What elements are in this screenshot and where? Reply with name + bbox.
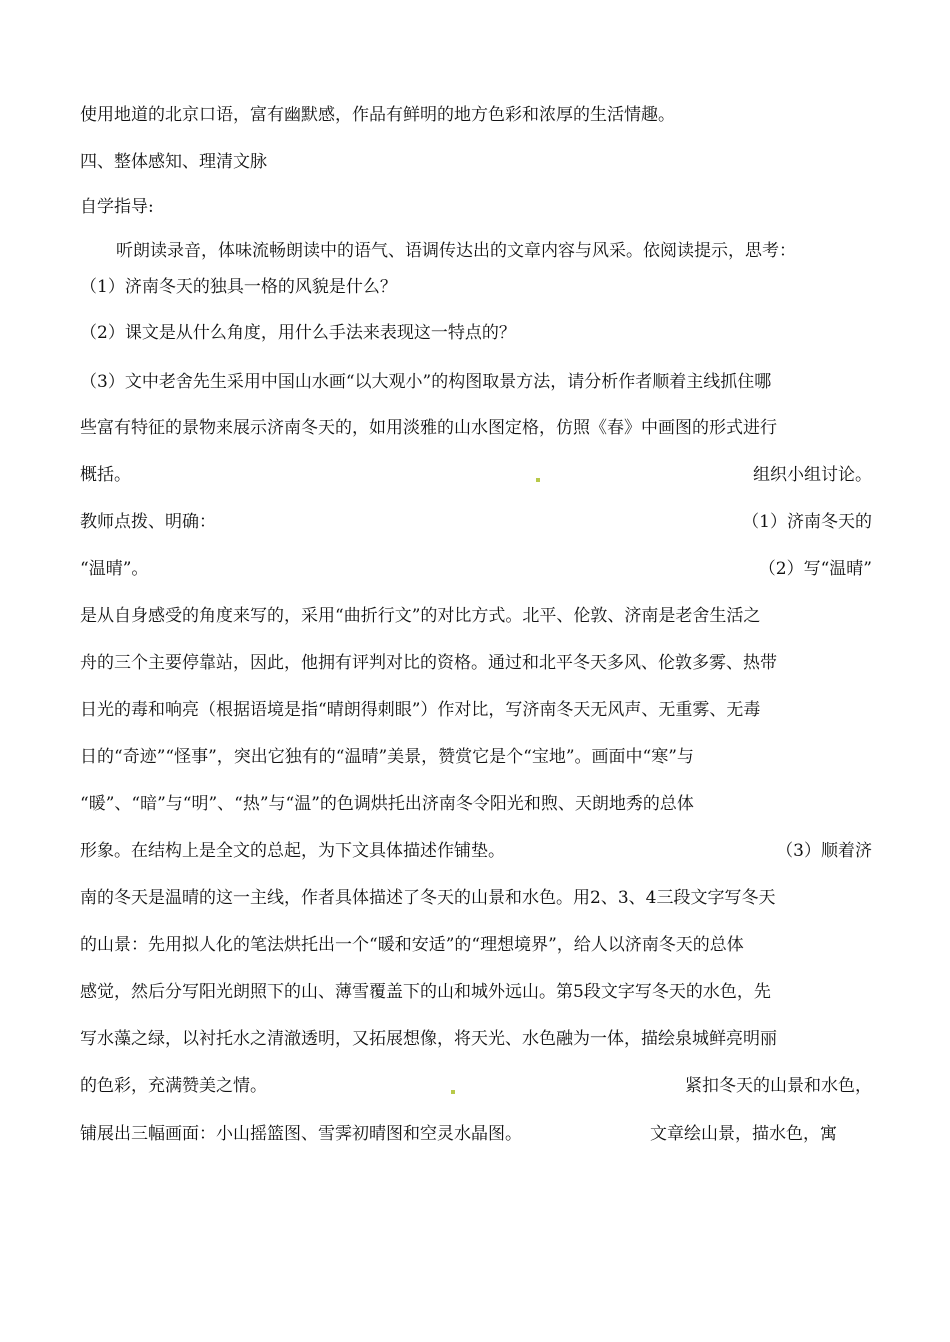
answer-line-23 [0,1119,950,1149]
line-23-right-text: 文章绘山景，描水色，寓 [650,1124,837,1144]
group-discussion-text: 组织小组讨论。 [753,465,872,485]
line-13-text: 舟的三个主要停靠站，因此，他拥有评判对比的资格。通过和北平冬天多风、伦敦多雾、热带 [80,653,777,673]
line-18-text: 南的冬天是温晴的这一主线，作者具体描述了冬天的山景和水色。用2、3、4三段文字写冬天 [80,888,776,908]
answer-line-13 [0,648,950,678]
line-22-right-text: 紧扣冬天的山景和水色， [685,1076,872,1096]
question-3-line-1 [0,367,950,397]
answer-line-12 [0,601,950,631]
teacher-guidance-line [0,507,950,537]
answer-1-end: “温晴”。 [80,559,149,579]
answer-1-start: （1）济南冬天的 [742,512,872,532]
line-16-text: “暖”、“暗”与“明”、“热”与“温”的色调烘托出济南冬令阳光和煦、天朗地秀的总体 [80,794,694,814]
answer-3-start: （3）顺着济 [776,841,872,861]
line-1-text: 使用地道的北京口语，富有幽默感，作品有鲜明的地方色彩和浓厚的生活情趣。 [80,105,675,125]
answer-line-19 [0,930,950,960]
answer-line-11 [0,554,950,584]
teacher-guidance-label: 教师点拨、明确： [80,512,216,532]
marker-dot [451,1090,455,1094]
question-1 [0,272,950,302]
answer-line-18 [0,883,950,913]
question-3-text-2: 些富有特征的景物来展示济南冬天的，如用淡雅的山水图定格，仿照《春》中画图的形式进行 [80,418,777,438]
question-2 [0,318,950,348]
line-17-text: 形象。在结构上是全文的总起，为下文具体描述作铺垫。 [80,841,505,861]
text-line-1 [0,100,950,130]
answer-line-16 [0,789,950,819]
marker-dot [536,478,540,482]
question-3-line-2 [0,413,950,443]
section-heading [0,147,950,177]
question-2-text: （2）课文是从什么角度，用什么手法来表现这一特点的？ [80,323,516,343]
answer-line-14 [0,695,950,725]
line-14-text: 日光的毒和响亮（根据语境是指“晴朗得刺眼”）作对比，写济南冬天无风声、无重雾、无毒 [80,700,761,720]
summary-label: 概括。 [80,465,131,485]
answer-line-15 [0,742,950,772]
answer-line-20 [0,977,950,1007]
question-3-text-1: （3）文中老舍先生采用中国山水画“以大观小”的构图取景方法，请分析作者顺着主线抓住哪 [80,372,772,392]
self-study-label [0,192,950,222]
answer-2-start: （2）写“温晴” [758,559,872,579]
answer-line-17 [0,836,950,866]
answer-line-22 [0,1071,950,1101]
question-3-line-3 [0,460,950,490]
line-12-text: 是从自身感受的角度来写的，采用“曲折行文”的对比方式。北平、伦敦、济南是老舍生活之 [80,606,761,626]
line-23-text: 铺展出三幅画面：小山摇篮图、雪霁初晴图和空灵水晶图。 [80,1124,522,1144]
line-21-text: 写水藻之绿，以衬托水之清澈透明，又拓展想像，将天光、水色融为一体，描绘泉城鲜亮明丽 [80,1029,777,1049]
text-line-4 [0,236,950,266]
question-1-text: （1）济南冬天的独具一格的风貌是什么？ [80,277,397,297]
line-20-text: 感觉，然后分写阳光朗照下的山、薄雪覆盖下的山和城外远山。第5段文字写冬天的水色，先 [80,982,771,1002]
self-study-label-text: 自学指导: [80,197,154,217]
line-22-text: 的色彩，充满赞美之情。 [80,1076,267,1096]
answer-line-21 [0,1024,950,1054]
line-19-text: 的山景：先用拟人化的笔法烘托出一个“暖和安适”的“理想境界”，给人以济南冬天的总体 [80,935,744,955]
line-4-text: 听朗读录音，体味流畅朗读中的语气、语调传达出的文章内容与风采。依阅读提示，思考： [116,241,796,261]
line-15-text: 日的“奇迹”“怪事”，突出它独有的“温晴”美景，赞赏它是个“宝地”。画面中“寒”与 [80,747,694,767]
section-heading-text: 四、整体感知、理清文脉 [80,152,267,172]
